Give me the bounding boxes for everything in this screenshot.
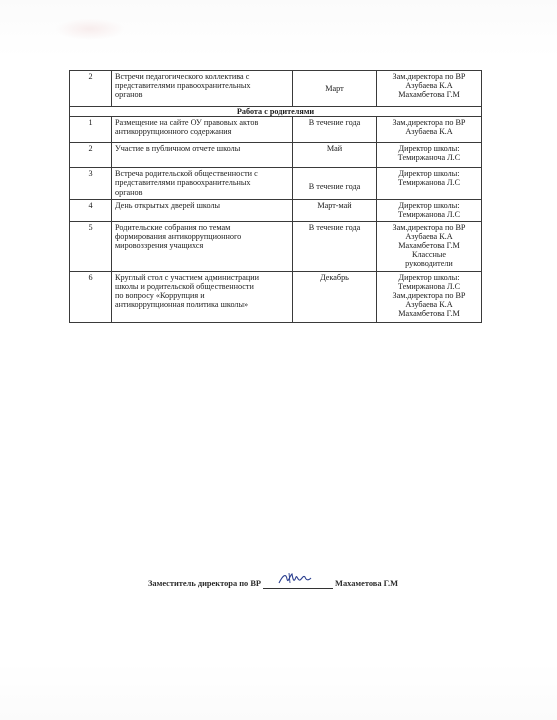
activity-name xyxy=(112,271,293,322)
cell-text-line: по вопросу «Коррупция и xyxy=(115,291,205,301)
responsible-persons xyxy=(377,143,482,168)
signer-name: Махаметова Г.М xyxy=(335,579,398,588)
cell-text-line: Темиржанова Л.С xyxy=(397,178,461,188)
cell-text-line: представителями правоохранительных xyxy=(115,178,251,188)
cell-text-line: Темиржанова Л.С xyxy=(397,210,461,220)
cell-text-line: Махамбетова Г.М xyxy=(398,241,460,251)
responsible-persons xyxy=(377,168,482,200)
cell-text-line: Классные xyxy=(412,250,446,260)
cell-text-line: Азубаева К.А xyxy=(405,127,453,137)
cell-text-line: Зам.директора по ВР xyxy=(392,291,466,301)
activity-period: Май xyxy=(293,143,377,168)
cell-text-line: Встречи педагогического коллектива с xyxy=(115,72,250,81)
cell-text-line: Махамбетова Г.М xyxy=(398,309,460,319)
activity-name xyxy=(112,200,293,221)
cell-text-line: антикоррупционная политика школы» xyxy=(115,300,249,310)
responsible-persons xyxy=(377,200,482,221)
table-row xyxy=(70,221,482,271)
cell-text-line: представителями правоохранительных xyxy=(115,81,251,91)
table-row xyxy=(70,117,482,143)
cell-text-line: Размещение на сайте ОУ правовых актов xyxy=(115,118,259,128)
signature-line xyxy=(263,578,333,589)
signer-position: Заместитель директора по ВР xyxy=(148,579,262,588)
cell-text-line: Встреча родительской общественности с xyxy=(115,169,258,179)
cell-text-line: День открытых дверей школы xyxy=(115,201,221,211)
section-header-row xyxy=(70,107,482,117)
activity-name xyxy=(112,221,293,271)
cell-text-line: Азубаева К.А xyxy=(405,300,453,310)
table-row xyxy=(70,200,482,221)
row-number: 6 xyxy=(70,271,112,322)
cell-text-line: Директор школы: xyxy=(398,272,460,282)
cell-text-line: Азубаева К.А xyxy=(405,231,453,241)
responsible-persons xyxy=(377,221,482,271)
row-number: 2 xyxy=(70,143,112,168)
table-row xyxy=(70,168,482,200)
cell-text-line: формирования антикоррупционного xyxy=(115,231,242,241)
responsible-persons xyxy=(377,117,482,143)
cell-text-line: органов xyxy=(115,187,143,197)
activity-period: Декабрь xyxy=(293,271,377,322)
activity-period: В течение года xyxy=(293,221,377,271)
cell-text-line: Темиржанова Л.С xyxy=(397,281,461,291)
cell-text-line: Круглый стол с участием администрации xyxy=(115,272,260,282)
activity-period: Март-май xyxy=(293,200,377,221)
row-number: 2 xyxy=(70,71,112,107)
activity-period: Март xyxy=(293,71,377,107)
scan-smudge xyxy=(55,18,125,40)
cell-text-line: Зам.директора по ВР xyxy=(392,222,466,232)
row-number: 5 xyxy=(70,221,112,271)
row-number: 1 xyxy=(70,117,112,143)
cell-text-line: Родительские собрания по темам xyxy=(115,222,231,232)
activity-plan-table xyxy=(69,70,482,323)
cell-text-line: руководители xyxy=(405,259,453,269)
row-number: 3 xyxy=(70,168,112,200)
activity-name xyxy=(112,143,293,168)
cell-text-line: Темиржаноча Л.С xyxy=(397,153,461,163)
cell-text-line: Директор школы: xyxy=(398,201,460,211)
responsible-persons xyxy=(377,271,482,322)
table-row xyxy=(70,271,482,322)
cell-text-line: школы и родительской общественности xyxy=(115,281,254,291)
cell-text-line: Махамбетова Г.М xyxy=(398,90,460,100)
activity-period: В течение года xyxy=(293,117,377,143)
cell-text-line: Участие в публичном отчете школы xyxy=(115,144,241,154)
activity-name xyxy=(112,168,293,200)
handwritten-signature xyxy=(277,571,317,587)
activity-name xyxy=(112,117,293,143)
activity-period: В течение года xyxy=(293,168,377,200)
cell-text-line: Директор школы: xyxy=(398,169,460,179)
cell-text-line: Зам.директора по ВР xyxy=(392,118,466,128)
cell-text-line: органов xyxy=(115,90,143,100)
cell-text-line: Зам.директора по ВР xyxy=(392,72,466,81)
signature-block xyxy=(148,578,398,589)
cell-text-line: мировоззрения учащихся xyxy=(115,241,204,251)
row-number: 4 xyxy=(70,200,112,221)
activity-name xyxy=(112,71,293,107)
cell-text-line: Директор школы: xyxy=(398,144,460,154)
table-row xyxy=(70,71,482,107)
section-title: Работа с родителями xyxy=(70,107,482,117)
cell-text-line: Азубаева К.А xyxy=(405,81,453,91)
table-row xyxy=(70,143,482,168)
responsible-persons xyxy=(377,71,482,107)
cell-text-line: антикоррупционного содержания xyxy=(115,127,232,137)
